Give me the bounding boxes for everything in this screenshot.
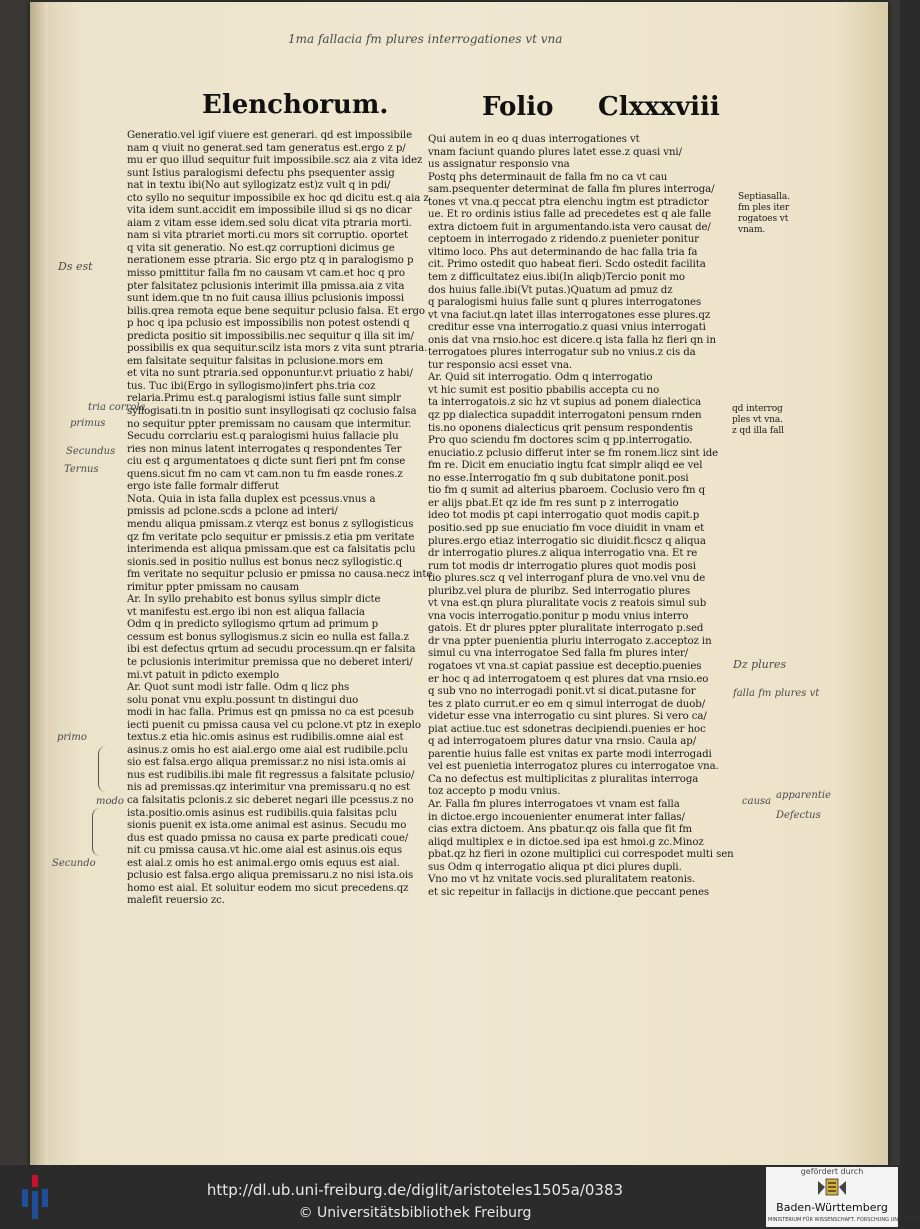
text-line: gatois. Et dr plures ppter pluralitate interrogato p.sed bbox=[428, 623, 704, 635]
margin-note-line: qd interrog bbox=[732, 404, 783, 414]
right-text-column bbox=[428, 134, 734, 899]
text-line: sionis puenit ex ista.ome animal est asinus. Secudu mo bbox=[127, 820, 407, 832]
handnote-secundo: Secundo bbox=[52, 858, 96, 869]
text-line: cessum est bonus syllogismus.z sicin eo nulla est falla.z bbox=[127, 631, 409, 643]
text-line: misso pmittitur falla fm no causam vt cam.et hoc q pro bbox=[127, 268, 405, 280]
text-line: no sequitur ppter premissam no causam que intermitur. bbox=[127, 418, 412, 430]
text-line: mi.vt patuit in pdicto exemplo bbox=[127, 669, 279, 681]
permalink-url[interactable]: http://dl.ub.uni-freiburg.de/diglit/aristoteles1505a/0383 bbox=[206, 1181, 624, 1199]
text-line: interimenda est aliqua pmissam.que est ca falsitatis pclu bbox=[127, 544, 416, 556]
folio-number: Clxxxviii bbox=[598, 92, 720, 122]
text-line: ideo tot modis pt capi interrogatio quot modis capit.p bbox=[428, 510, 700, 522]
margin-note-line: vnam. bbox=[738, 225, 766, 235]
text-line: videtur esse vna interrogatio cu sint plures. Si vero ca/ bbox=[428, 711, 707, 723]
text-line: Ca no defectus est multiplicitas z pluralitas interroga bbox=[428, 773, 699, 785]
text-line: tus. Tuc ibi(Ergo in syllogismo)infert phs.tria coz bbox=[127, 380, 376, 392]
text-line: quens.sicut fm no cam vt cam.non tu fm easde rones.z bbox=[127, 468, 403, 480]
text-line: vel est puenietia interrogatoz plures cu interrogatoe vna. bbox=[428, 761, 719, 773]
text-line: sionis.sed in positio nullus est bonus necz syllogistic.q bbox=[127, 556, 403, 568]
printed-margin-note-2 bbox=[732, 404, 802, 437]
text-line: est aial.z omis ho est animal.ergo omis equus est aial. bbox=[127, 857, 400, 869]
text-line: q vita sit generatio. No est.qz corruptioni dicimus ge bbox=[127, 242, 395, 254]
sponsor-name: Baden-Württemberg bbox=[776, 1201, 888, 1214]
text-line: p hoc q ipa pclusio est impossibilis non potest ostendi q bbox=[127, 318, 410, 330]
running-head-folio-label: Folio bbox=[482, 92, 554, 122]
text-line: dus est quado pmissa no causa ex parte predicati coue/ bbox=[127, 832, 409, 844]
handnote-bracket-lower bbox=[92, 808, 103, 856]
text-line: ca falsitatis pclonis.z sic deberet negari ille pcessus.z no bbox=[127, 794, 414, 806]
handnote-causa: causa bbox=[742, 796, 772, 807]
text-line: te pclusionis interimitur premissa que no deberet interi/ bbox=[127, 656, 413, 668]
handnote-falla-fm: falla fm plures vt bbox=[733, 688, 820, 699]
handnote-secundus: Secundus bbox=[66, 446, 116, 457]
text-line: tis.no oponens dialecticus qrit pensum respondentis bbox=[428, 422, 693, 434]
text-line: vt hic sumit est positio pbabilis accepta cu no bbox=[428, 384, 660, 396]
text-line: solu ponat vnu explu.possunt tn distingui duo bbox=[127, 694, 359, 706]
text-line: Odm q in predicto syllogismo qrtum ad primum p bbox=[127, 619, 379, 631]
margin-note-line: fm ples iter bbox=[738, 203, 790, 213]
text-line: rogatoes vt vna.st capiat passiue est deceptio.puenies bbox=[428, 660, 702, 672]
text-line: tem z difficultatez eius.ibi(In aliqb)Tercio ponit mo bbox=[428, 272, 685, 284]
text-line: homo est aial. Et soluitur eodem mo sicut precedens.qz bbox=[127, 882, 409, 894]
text-line: asinus.z omis ho est aial.ergo ome aial est rudibile.pclu bbox=[127, 744, 408, 756]
top-handwritten-annotation: 1ma fallacia fm plures interrogationes vt vna bbox=[288, 32, 563, 46]
text-line: ta interrogatois.z sic hz vt supius ad ponem dialectica bbox=[428, 397, 702, 409]
left-text-column bbox=[127, 130, 445, 908]
text-line: ibi est defectus qrtum ad secudu processum.qn er falsita bbox=[127, 644, 416, 656]
scanned-page bbox=[30, 2, 888, 1165]
text-line: Ar. Falla fm plures interrogatoes vt vnam est falla bbox=[428, 798, 680, 810]
text-line: pmissis ad pclone.scds a pclone ad interi/ bbox=[127, 506, 338, 518]
running-head-left: Elenchorum. bbox=[202, 90, 389, 120]
sponsor-badge[interactable] bbox=[766, 1167, 920, 1227]
text-line: nam si vita ptrariet morti.cu mors sit corruptio. oportet bbox=[127, 230, 409, 242]
text-line: nus est rudibilis.ibi male fit regressus a falsitate pclusio/ bbox=[127, 769, 415, 781]
text-line: qz pp dialectica supaddit interrogatoni pensum rnden bbox=[428, 410, 702, 422]
margin-note-line: ples vt vna. bbox=[732, 415, 783, 425]
text-line: cias extra dictoem. Ans pbatur.qz ois falla que fit fm bbox=[428, 824, 692, 836]
text-line: sam.psequenter determinat de falla fm plures interroga/ bbox=[428, 184, 715, 196]
text-line: cit. Primo ostedit quo habeat fieri. Scdo ostedit facilita bbox=[428, 259, 706, 271]
printed-margin-note-1 bbox=[738, 192, 810, 236]
handnote-tria-corrola: tria corrola bbox=[88, 402, 146, 413]
text-line: er hoc q ad interrogatoem q est plures dat vna rnsio.eo bbox=[428, 673, 709, 685]
text-line: ue. Et ro ordinis istius falle ad precedetes est q ale falle bbox=[428, 209, 712, 221]
text-line: q sub vno no interrogadi ponit.vt si dicat.putasne for bbox=[428, 686, 696, 698]
text-line: nit cu pmissa causa.vt hic.ome aial est asinus.ois equs bbox=[127, 845, 402, 857]
viewer-footer bbox=[0, 1165, 920, 1229]
text-line: fm veritate no sequitur pclusio er pmissa no causa.necz inte bbox=[127, 569, 433, 581]
text-line: onis dat vna rnsio.hoc est dicere.q ista falla hz fieri qn in bbox=[428, 334, 716, 346]
text-line: pter falsitatez pclusionis interimit illa pmissa.aia z vita bbox=[127, 280, 405, 292]
text-line: fm re. Dicit em enuciatio ingtu fcat simplr aliqd ee vel bbox=[428, 460, 703, 472]
text-line: q ad interrogatoem plures datur vna rnsio. Caula ap/ bbox=[428, 736, 697, 748]
text-line: dr vna ppter puenientia pluriu interrogato z.acceptoz in bbox=[428, 635, 712, 647]
text-line: mendu aliqua pmissam.z vterqz est bonus z syllogisticus bbox=[127, 518, 414, 530]
text-line: positio.sed pp sue enuciatio fm voce diuidit in vnam et bbox=[428, 522, 705, 534]
text-line: Nota. Quia in ista falla duplex est pcessus.vnus a bbox=[127, 493, 376, 505]
text-line: nis ad premissas.qz interimitur vna premissaru.q no est bbox=[127, 782, 411, 794]
text-line: Qui autem in eo q duas interrogationes vt bbox=[428, 134, 640, 145]
text-line: vltimo loco. Phs aut determinando de hac falla tria fa bbox=[428, 246, 698, 258]
text-line: rum tot modis dr interrogatio plures quot modis posi bbox=[428, 560, 696, 572]
sponsor-subtitle: MINISTERIUM FÜR WISSENSCHAFT, FORSCHUNG UND KUNST bbox=[768, 1217, 920, 1223]
margin-note-line: z qd illa fall bbox=[732, 426, 784, 436]
text-line: er alijs pbat.Et qz ide fm res sunt p z interrogatio bbox=[428, 497, 679, 509]
text-line: dos huius falle.ibi(Vt putas.)Quatum ad pmuz dz bbox=[428, 284, 673, 296]
text-line: toz accepto p modu vnius. bbox=[428, 786, 561, 798]
text-line: tones vt vna.q peccat ptra elenchu ingtm est ptradictor bbox=[428, 196, 709, 208]
text-line: sio est falsa.ergo aliqua premissar.z no nisi ista.omis ai bbox=[127, 757, 406, 769]
text-line: tes z plato currut.er eo em q simul interrogat de duob/ bbox=[428, 698, 706, 710]
text-line: nat in textu ibi(No aut syllogizatz est)z vult q in pdi/ bbox=[127, 180, 391, 192]
text-line: piat actiue.tuc est sdonetras decipiendi.puenies er hoc bbox=[428, 723, 706, 735]
text-line: in dictoe.ergo incouenienter enumerat inter fallas/ bbox=[428, 811, 685, 823]
text-line: malefit reuersio zc. bbox=[127, 895, 225, 907]
text-line: terrogatoes plures interrogatur sub no vnius.z cis da bbox=[428, 347, 696, 359]
text-line: sunt idem.que tn no fuit causa illius pclusionis impossi bbox=[127, 293, 405, 305]
text-line: pluribz.vel plura de pluribz. Sed interrogatio plures bbox=[428, 585, 691, 597]
text-line: cto syllo no sequitur impossibile ex hoc qd dicitu est.q aia z bbox=[127, 192, 429, 204]
text-line: ista.positio.omis asinus est rudibilis.quia falsitas pclu bbox=[127, 807, 398, 819]
text-line: syllogisati.tn in positio sunt insyllogisati qz coclusio falsa bbox=[127, 406, 417, 418]
text-line: vt vna faciut.qn latet illas interrogatones esse plures.qz bbox=[428, 309, 711, 321]
text-line: qz fm veritate pclo sequitur er pmissis.z etia pm veritate bbox=[127, 531, 415, 543]
text-line: parentie huius falle est vnitas ex parte modi interrogadi bbox=[428, 748, 712, 760]
text-line: ciu est q argumentatoes q dicte sunt fieri pnt fm conse bbox=[127, 456, 406, 468]
text-line: pclusio est falsa.ergo aliqua premissaru.z no nisi ista.ois bbox=[127, 870, 414, 882]
text-line: vna vocis interrogatio.ponitur p modu vnius interro bbox=[428, 610, 689, 622]
text-line: Pro quo sciendu fm doctores scim q pp.interrogatio. bbox=[428, 435, 693, 447]
handnote-ternus: Ternus bbox=[64, 464, 99, 475]
text-line: iecti puenit cu pmissa causa vel cu pclone.vt ptz in exeplo bbox=[127, 719, 421, 731]
text-line: enuciatio.z pclusio differut inter se fm ronem.licz sint ide bbox=[428, 447, 719, 459]
text-line: tio fm q sumit ad alterius pbaroem. Coclusio vero fm q bbox=[428, 485, 706, 497]
text-line: Ar. In syllo prehabito est bonus syllus simplr dicte bbox=[127, 594, 381, 606]
text-line: rimitur ppter pmissam no causam bbox=[127, 581, 300, 593]
text-line: vt vna est.qn plura pluralitate vocis z reatois simul sub bbox=[428, 598, 707, 610]
text-line: extra dictoem fuit in argumentando.ista vero causat de/ bbox=[428, 221, 711, 233]
text-line: creditur esse vna interrogatio.z quasi vnius interrogati bbox=[428, 322, 706, 334]
text-line: aliqd multiplex e in dictoe.sed ipa est hmoi.g zc.Minoz bbox=[428, 836, 704, 848]
text-line: ergo iste falle formalr differut bbox=[127, 481, 279, 493]
text-line: pbat.qz hz fieri in ozone multiplici cui correspodet multi sen bbox=[428, 849, 734, 861]
copyright-notice: © Universitätsbibliothek Freiburg bbox=[298, 1205, 532, 1221]
handnote-dz-plures: Dz plures bbox=[733, 658, 787, 671]
text-line: q paralogismi huius falle sunt q plures interrogatones bbox=[428, 297, 702, 309]
text-line: Secudu corrclariu est.q paralogismi huius fallacie plu bbox=[127, 431, 399, 443]
text-line: Ar. Quid sit interrogatio. Odm q interrogatio bbox=[428, 372, 653, 384]
handnote-primus: primus bbox=[70, 418, 106, 429]
handnote-defectus: Defectus bbox=[776, 810, 821, 821]
margin-note-line: rogatoes vt bbox=[738, 214, 789, 224]
text-line: bilis.qrea remota eque bene sequitur pclusio falsa. Et ergo bbox=[127, 305, 425, 317]
text-line: sus Odm q interrogatio aliqua pt dici plures dupli. bbox=[428, 861, 682, 873]
text-line: et sic repeitur in fallacijs in dictione.que peccant penes bbox=[428, 886, 710, 898]
text-line: possibilis ex qua sequitur.scilz ista mors z vita sunt ptraria. bbox=[127, 343, 428, 355]
text-line: Generatio.vel igif viuere est generari. qd est impossibile bbox=[127, 130, 413, 141]
handnote-ds-est: Ds est bbox=[58, 260, 93, 273]
text-line: tur responsio acsi esset vna. bbox=[428, 359, 573, 371]
text-line: dr interrogatio plures.z aliqua interrogatio vna. Et re bbox=[428, 548, 698, 560]
text-line: vnam faciunt quando plures latet esse.z quasi vni/ bbox=[428, 146, 682, 158]
handnote-modo: modo bbox=[96, 796, 124, 807]
text-line: ries non minus latent interrogates q respondentes Ter bbox=[127, 443, 402, 455]
text-line: simul cu vna interrogatoe Sed falla fm plures inter/ bbox=[428, 648, 689, 660]
text-line: plures.ergo etiaz interrogatio sic diuidit.ficscz q aliqua bbox=[428, 535, 706, 547]
text-line: textus.z etia hic.omis asinus est rudibilis.omne aial est bbox=[127, 732, 404, 744]
text-line: nam q viuit no generat.sed tam generatus est.ergo z p/ bbox=[127, 142, 406, 154]
sponsor-label: gefördert durch bbox=[800, 1167, 864, 1176]
page-fold-shadow bbox=[30, 2, 48, 1165]
text-line: no esse.Interrogatio fm q sub dubitatone ponit.posi bbox=[428, 472, 689, 484]
handnote-apparentie: apparentie bbox=[776, 790, 831, 801]
handnote-primo: primo bbox=[57, 732, 87, 743]
text-line: predicta positio sit impossibilis.nec sequitur q illa sit im/ bbox=[127, 330, 414, 342]
text-line: aiam z vitam esse idem.sed solu dicat vita ptraria morti. bbox=[127, 217, 412, 229]
coat-of-arms-icon bbox=[816, 1177, 848, 1199]
text-line: em falsitate sequitur falsitas in pclusione.mors em bbox=[127, 355, 383, 367]
text-line: ceptoem in interrogado z ridendo.z puenieter ponitur bbox=[428, 234, 699, 246]
text-line: et vita no sunt ptraria.sed opponuntur.vt priuatio z habi/ bbox=[127, 368, 413, 380]
text-line: relaria.Primu est.q paralogismi istius falle sunt simplr bbox=[127, 393, 401, 405]
text-line: mu er quo illud sequitur fuit impossibile.scz aia z vita idez bbox=[127, 155, 423, 167]
handnote-bracket-upper bbox=[98, 746, 109, 792]
text-line: modi in hac falla. Primus est qn pmissa no ca est pcesub bbox=[127, 707, 414, 719]
text-line: vt manifestu est.ergo ibi non est aliqua fallacia bbox=[127, 606, 365, 618]
text-line: nerationem esse ptraria. Sic ergo ptz q in paralogismo p bbox=[127, 255, 414, 267]
margin-note-line: Septiasalla. bbox=[738, 192, 790, 202]
text-line: sunt Istius paralogismi defectu phs psequenter assig bbox=[127, 167, 395, 179]
text-line: tio plures.scz q vel interroganf plura de vno.vel vnu de bbox=[428, 573, 706, 585]
text-line: vita idem sunt.accidit em impossibile illud si qs no dicar bbox=[127, 205, 412, 217]
text-line: Postq phs determinauit de falla fm no ca vt cau bbox=[428, 171, 668, 183]
text-line: Vno mo vt hz vnitate vocis.sed pluralitatem reatonis. bbox=[428, 874, 696, 886]
text-line: us assignatur responsio vna bbox=[428, 159, 570, 171]
text-line: Ar. Quot sunt modi istr falle. Odm q licz phs bbox=[127, 682, 350, 694]
